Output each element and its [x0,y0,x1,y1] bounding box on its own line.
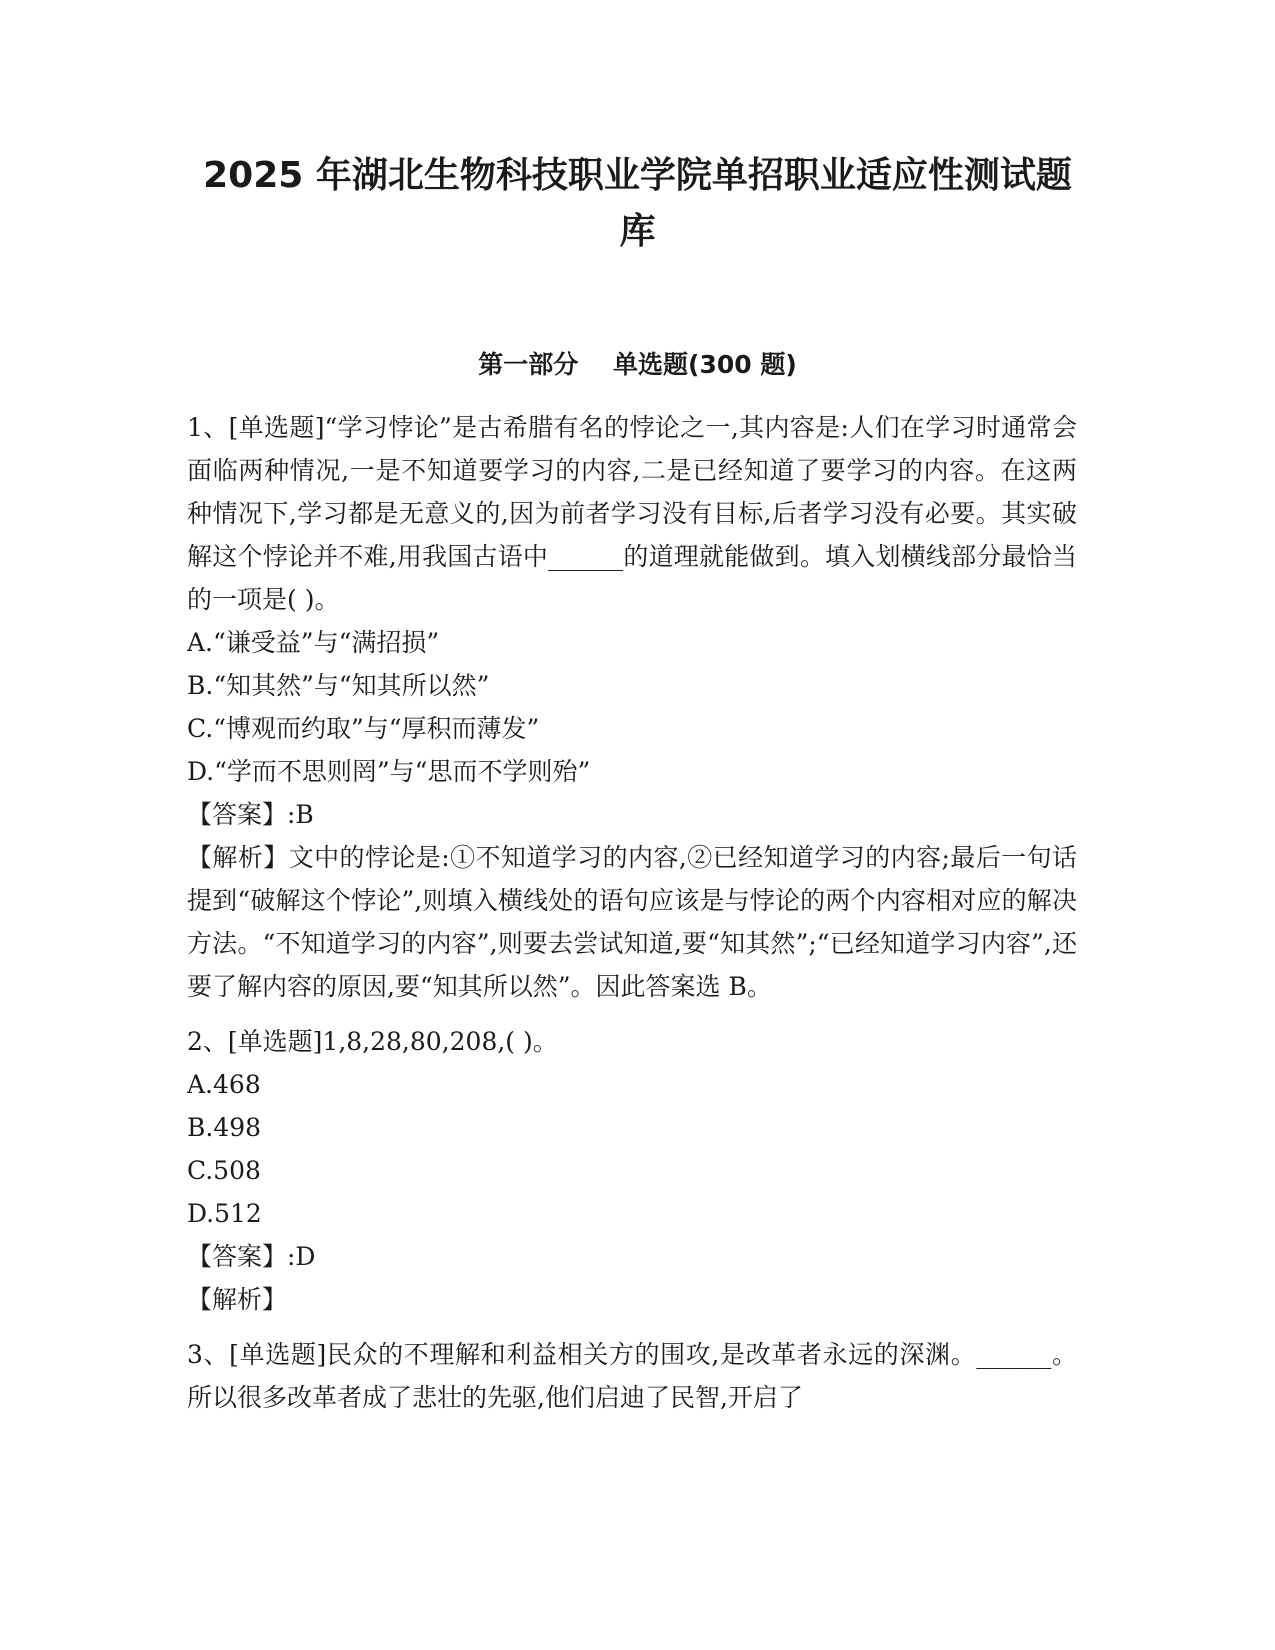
question-stem: 1、[单选题]“学习悖论”是古希腊有名的悖论之一,其内容是:人们在学习时通常会面临两种情况,一是不知道要学习的内容,二是已经知道了要学习的内容。在这两种情况下,学习都是无意义的,因为前者学习没有目标,后者学习没有必要。其实破解这个悖论并不难,用我国古语中______的道理就能做到。填入划横线部分最恰当的一项是( )。 [187,413,1077,614]
section-heading: 第一部分 单选题(300 题) [478,350,797,379]
document-title-line-2: 库 [619,211,656,252]
explanation-text: 【解析】文中的悖论是:①不知道学习的内容,②已经知道学习的内容;最后一句话提到“破解这个悖论”,则填入横线处的语句应该是与悖论的两个内容相对应的解决方法。“不知道学习的内容”,则要去尝试知道,要“知其然”;“已经知道学习内容”,还要了解内容的原因,要“知其所以然”。因此答案选 B。 [187,843,1077,1001]
question-3 [187,1333,1077,1419]
answer-line: 【答案】:B [187,800,314,829]
document-title-line-1: 2025 年湖北生物科技职业学院单招职业适应性测试题 [203,155,1072,196]
option-b: B.“知其然”与“知其所以然” [187,671,490,700]
option-a: A.468 [187,1070,261,1099]
explanation-text: 【解析】 [187,1285,288,1314]
answer-line: 【答案】:D [187,1242,316,1271]
option-b: B.498 [187,1113,262,1142]
option-c: C.508 [187,1156,261,1185]
option-a: A.“谦受益”与“满招损” [187,628,440,657]
option-d: D.“学而不思则罔”与“思而不学则殆” [187,757,591,786]
option-c: C.“博观而约取”与“厚积而薄发” [187,714,540,743]
question-list [187,406,1077,1431]
option-d: D.512 [187,1199,262,1228]
question-stem: 2、[单选题]1,8,28,80,208,( )。 [187,1027,558,1056]
question-1 [187,406,1077,1008]
question-stem: 3、[单选题]民众的不理解和利益相关方的围攻,是改革者永远的深渊。______。所以很多改革者成了悲壮的先驱,他们启迪了民智,开启了 [187,1340,1077,1412]
document-title [0,148,1275,260]
question-2 [187,1020,1077,1321]
